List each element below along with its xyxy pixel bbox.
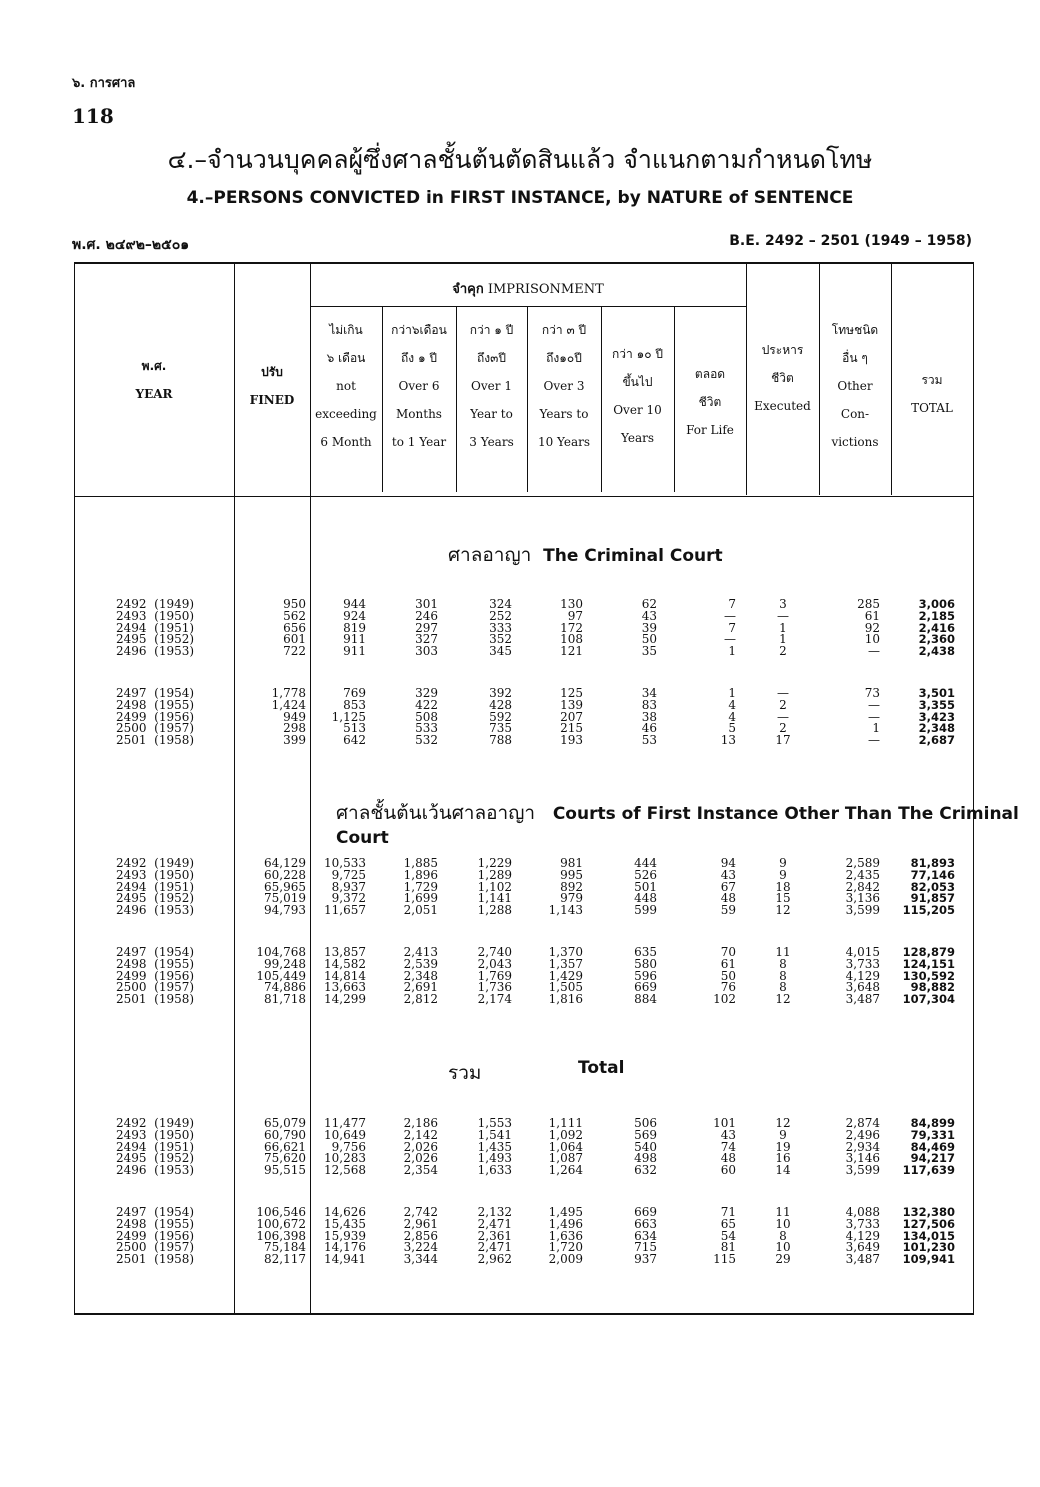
cell-other: 2,589 2,435 2,842 3,136 3,599 [845,856,880,918]
cell-c4: 1,111 1,092 1,064 1,087 1,264 [548,1116,583,1178]
cell-life: 94 43 67 48 59 [720,856,736,918]
cell-c5: 62 43 39 50 35 [641,597,657,659]
table-top-border [74,262,974,264]
table-bottom-border [74,1313,974,1315]
section-title-total: รวม [448,1062,482,1084]
cell-c3: 1,229 1,289 1,102 1,141 1,288 [477,856,512,918]
cell-c1: 13,857 14,582 14,814 13,663 14,299 [324,945,366,1007]
cell-c2: 329 422 508 533 532 [415,686,438,748]
cell-c5: 506 569 540 498 632 [634,1116,657,1178]
section-label: ๖. การศาล [72,76,136,91]
section-title-criminal-court: ศาลอาญา The Criminal Court [448,544,723,566]
cell-life: 1 4 4 5 13 [720,686,736,748]
header-executed: ประหาร ชีวิต Executed [754,343,811,413]
cell-executed: 3 — 1 1 2 [777,597,789,659]
section-title-total-en: Total [578,1058,625,1078]
cell-c2: 2,413 2,539 2,348 2,691 2,812 [403,945,438,1007]
cell-executed: — 2 — 2 17 [775,686,791,748]
cell-fined: 950 562 656 601 722 [283,597,306,659]
table-left-border [74,263,75,1313]
header-c1: ไม่เกิน ๖ เดือน not exceeding 6 Month [315,323,377,449]
cell-total: 128,879 124,151 130,592 98,882 107,304 [902,945,955,1007]
cell-fined: 65,079 60,790 66,621 75,620 95,515 [264,1116,306,1178]
cell-executed: 12 9 19 16 14 [775,1116,791,1178]
cell-fined: 1,778 1,424 949 298 399 [271,686,306,748]
cell-total: 3,006 2,185 2,416 2,360 2,438 [918,597,955,659]
header-imprisonment: จำคุก IMPRISONMENT [452,282,604,297]
cell-life: 71 65 54 81 115 [713,1205,736,1267]
section-title-other-courts: ศาลชั้นต้นเว้นศาลอาญา Courts of First Instance Other Than The Criminal Court [336,802,1019,848]
cell-c5: 669 663 634 715 937 [634,1205,657,1267]
header-c4: กว่า ๓ ปี ถึง๑๐ปี Over 3 Years to 10 Years [537,323,591,449]
cell-c1: 769 853 1,125 513 642 [331,686,366,748]
cell-other: 285 61 92 10 — [857,597,880,659]
cell-c4: 1,495 1,496 1,636 1,720 2,009 [548,1205,583,1267]
imprisonment-rule [310,306,746,307]
cell-c4: 130 97 172 108 121 [560,597,583,659]
title-english: 4.–PERSONS CONVICTED in FIRST INSTANCE, by NATURE of SENTENCE [186,188,854,208]
cell-total: 132,380 127,506 134,015 101,230 109,941 [902,1205,955,1267]
cell-c3: 392 428 592 735 788 [489,686,512,748]
cell-c1: 944 924 819 911 911 [343,597,366,659]
header-c3: กว่า ๑ ปี ถึง๓ปี Over 1 Year to 3 Years [469,323,514,449]
header-fined: ปรับ FINED [249,365,295,407]
header-total: รวม TOTAL [911,373,953,415]
cell-c5: 444 526 501 448 599 [634,856,657,918]
cell-c1: 14,626 15,435 15,939 14,176 14,941 [324,1205,366,1267]
cell-total: 3,501 3,355 3,423 2,348 2,687 [918,686,955,748]
cell-life: 101 43 74 48 60 [713,1116,736,1178]
col-divider-year [234,263,235,1313]
cell-life: 7 — 7 — 1 [724,597,736,659]
table-right-border [973,263,974,1313]
period-thai: พ.ศ. ๒๔๙๒–๒๕๐๑ [72,237,190,253]
cell-other: 4,015 3,733 4,129 3,648 3,487 [845,945,880,1007]
cell-years: 2497 (1954) 2498 (1955) 2499 (1956) 2500 (1957) 2501 (1958) [116,945,195,1007]
cell-years: 2492 (1949) 2493 (1950) 2494 (1951) 2495 (1952) 2496 (1953) [116,856,195,918]
cell-other: 73 — — 1 — [864,686,880,748]
cell-c2: 2,186 2,142 2,026 2,026 2,354 [403,1116,438,1178]
header-c2: กว่า๖เดือน ถึง ๑ ปี Over 6 Months to 1 Year [391,323,447,449]
cell-years: 2497 (1954) 2498 (1955) 2499 (1956) 2500 (1957) 2501 (1958) [116,1205,195,1267]
cell-c4: 1,370 1,357 1,429 1,505 1,816 [548,945,583,1007]
cell-other: 2,874 2,496 2,934 3,146 3,599 [845,1116,880,1178]
cell-c4: 981 995 892 979 1,143 [548,856,583,918]
cell-c2: 301 246 297 327 303 [415,597,438,659]
cell-c5: 635 580 596 669 884 [634,945,657,1007]
cell-c3: 2,132 2,471 2,361 2,471 2,962 [477,1205,512,1267]
header-other: โทษชนิด อื่น ๆ Other Con- victions [831,323,879,449]
cell-c3: 1,553 1,541 1,435 1,493 1,633 [477,1116,512,1178]
cell-c1: 10,533 9,725 8,937 9,372 11,657 [324,856,366,918]
page-number: 118 [72,104,114,128]
cell-fined: 106,546 100,672 106,398 75,184 82,117 [256,1205,306,1267]
cell-c3: 2,740 2,043 1,769 1,736 2,174 [477,945,512,1007]
header-life: ตลอด ชีวิต For Life [686,367,734,437]
cell-life: 70 61 50 76 102 [713,945,736,1007]
cell-years: 2492 (1949) 2493 (1950) 2494 (1951) 2495 (1952) 2496 (1953) [116,597,195,659]
cell-c1: 11,477 10,649 9,756 10,283 12,568 [324,1116,366,1178]
header-year: พ.ศ. YEAR [135,359,173,401]
cell-c4: 125 139 207 215 193 [560,686,583,748]
header-bottom-border [74,496,974,497]
cell-c2: 1,885 1,896 1,729 1,699 2,051 [403,856,438,918]
cell-total: 81,893 77,146 82,053 91,857 115,205 [902,856,955,918]
cell-executed: 11 10 8 10 29 [775,1205,791,1267]
header-c5: กว่า ๑๐ ปี ขึ้นไป Over 10 Years [612,347,663,445]
cell-executed: 11 8 8 8 12 [775,945,791,1007]
cell-c3: 324 252 333 352 345 [489,597,512,659]
cell-c5: 34 83 38 46 53 [641,686,657,748]
cell-c2: 2,742 2,961 2,856 3,224 3,344 [403,1205,438,1267]
cell-years: 2497 (1954) 2498 (1955) 2499 (1956) 2500 (1957) 2501 (1958) [116,686,195,748]
period-english: B.E. 2492 – 2501 (1949 – 1958) [729,233,972,249]
cell-years: 2492 (1949) 2493 (1950) 2494 (1951) 2495 (1952) 2496 (1953) [116,1116,195,1178]
cell-fined: 64,129 60,228 65,965 75,019 94,793 [264,856,306,918]
cell-fined: 104,768 99,248 105,449 74,886 81,718 [256,945,306,1007]
title-thai: ๔.–จำนวนบุคคลผู้ซึ่งศาลชั้นต้นตัดสินแล้ว จำแนกตามกำหนดโทษ [167,145,873,174]
cell-total: 84,899 79,331 84,469 94,217 117,639 [902,1116,955,1178]
cell-other: 4,088 3,733 4,129 3,649 3,487 [845,1205,880,1267]
cell-executed: 9 9 18 15 12 [775,856,791,918]
